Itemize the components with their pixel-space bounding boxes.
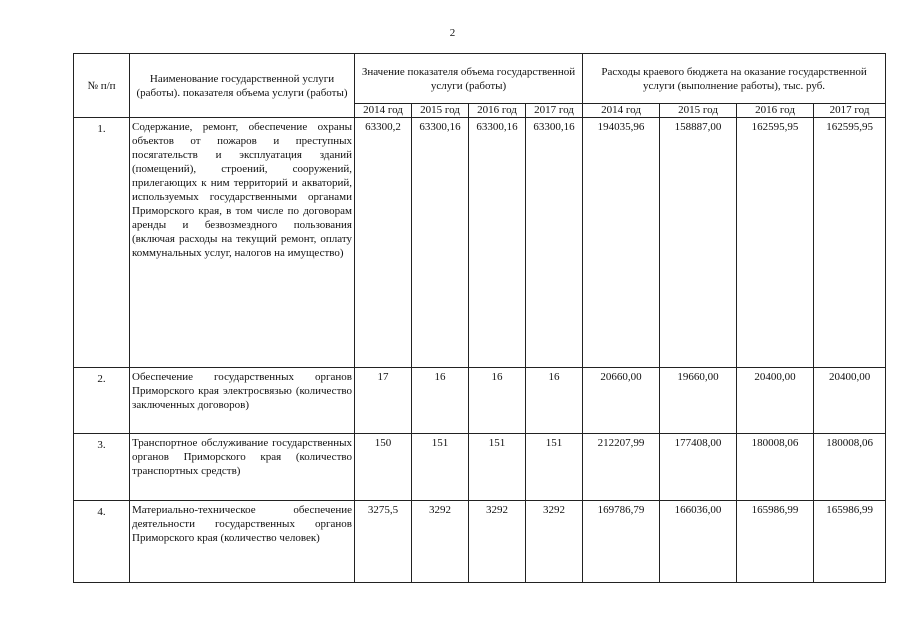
row-name: Обеспечение государственных органов Приморского края электросвязью (количество заключенных договоров) bbox=[130, 368, 355, 434]
year-header: 2015 год bbox=[660, 104, 737, 118]
expense-cell: 20400,00 bbox=[814, 368, 886, 434]
row-number: 1. bbox=[74, 118, 130, 368]
value-cell: 16 bbox=[526, 368, 583, 434]
col-header-num: № п/п bbox=[74, 54, 130, 118]
value-cell: 63300,2 bbox=[355, 118, 412, 368]
year-header: 2017 год bbox=[814, 104, 886, 118]
expense-cell: 165986,99 bbox=[814, 501, 886, 583]
value-cell: 151 bbox=[526, 434, 583, 501]
year-header: 2014 год bbox=[355, 104, 412, 118]
page-number: 2 bbox=[449, 27, 456, 39]
table-row bbox=[74, 118, 886, 368]
year-header: 2016 год bbox=[469, 104, 526, 118]
year-header: 2014 год bbox=[583, 104, 660, 118]
value-cell: 17 bbox=[355, 368, 412, 434]
value-cell: 63300,16 bbox=[469, 118, 526, 368]
table-row bbox=[74, 368, 886, 434]
row-name: Транспортное обслуживание государственных органов Приморского края (количество транспортных средств) bbox=[130, 434, 355, 501]
table-row bbox=[74, 434, 886, 501]
value-cell: 3292 bbox=[412, 501, 469, 583]
row-number: 2. bbox=[74, 368, 130, 434]
year-header: 2015 год bbox=[412, 104, 469, 118]
col-header-expense: Расходы краевого бюджета на оказание государственной услуги (выполнение работы), тыс. руб. bbox=[583, 54, 886, 104]
expense-cell: 166036,00 bbox=[660, 501, 737, 583]
expense-cell: 169786,79 bbox=[583, 501, 660, 583]
services-table bbox=[73, 53, 886, 583]
row-name: Материально-техническое обеспечение деятельности государственных органов Приморского края (количество человек) bbox=[130, 501, 355, 583]
value-cell: 151 bbox=[412, 434, 469, 501]
expense-cell: 162595,95 bbox=[737, 118, 814, 368]
value-cell: 3292 bbox=[469, 501, 526, 583]
expense-cell: 194035,96 bbox=[583, 118, 660, 368]
value-cell: 16 bbox=[412, 368, 469, 434]
row-number: 4. bbox=[74, 501, 130, 583]
table-row bbox=[74, 501, 886, 583]
year-header: 2016 год bbox=[737, 104, 814, 118]
value-cell: 3292 bbox=[526, 501, 583, 583]
col-header-name: Наименование государственной услуги (работы). показателя объема услуги (работы) bbox=[130, 54, 355, 118]
value-cell: 63300,16 bbox=[526, 118, 583, 368]
header-row bbox=[74, 54, 886, 104]
value-cell: 3275,5 bbox=[355, 501, 412, 583]
col-header-value: Значение показателя объема государственной услуги (работы) bbox=[355, 54, 583, 104]
expense-cell: 180008,06 bbox=[737, 434, 814, 501]
expense-cell: 162595,95 bbox=[814, 118, 886, 368]
value-cell: 151 bbox=[469, 434, 526, 501]
expense-cell: 20400,00 bbox=[737, 368, 814, 434]
expense-cell: 180008,06 bbox=[814, 434, 886, 501]
expense-cell: 165986,99 bbox=[737, 501, 814, 583]
value-cell: 150 bbox=[355, 434, 412, 501]
expense-cell: 212207,99 bbox=[583, 434, 660, 501]
value-cell: 16 bbox=[469, 368, 526, 434]
expense-cell: 19660,00 bbox=[660, 368, 737, 434]
row-name: Содержание, ремонт, обеспечение охраны объектов от пожаров и преступных посягательств и эксплуатация зданий (помещений), строений, сооружений, прилегающих к ним территорий и акваторий, используемых государственными органами Приморского края, в том числе по договорам аренды и безвозмездного пользования (включая расходы на текущий ремонт, оплату коммунальных услуг, налогов на имущество) bbox=[130, 118, 355, 368]
expense-cell: 20660,00 bbox=[583, 368, 660, 434]
expense-cell: 158887,00 bbox=[660, 118, 737, 368]
value-cell: 63300,16 bbox=[412, 118, 469, 368]
year-header: 2017 год bbox=[526, 104, 583, 118]
expense-cell: 177408,00 bbox=[660, 434, 737, 501]
row-number: 3. bbox=[74, 434, 130, 501]
